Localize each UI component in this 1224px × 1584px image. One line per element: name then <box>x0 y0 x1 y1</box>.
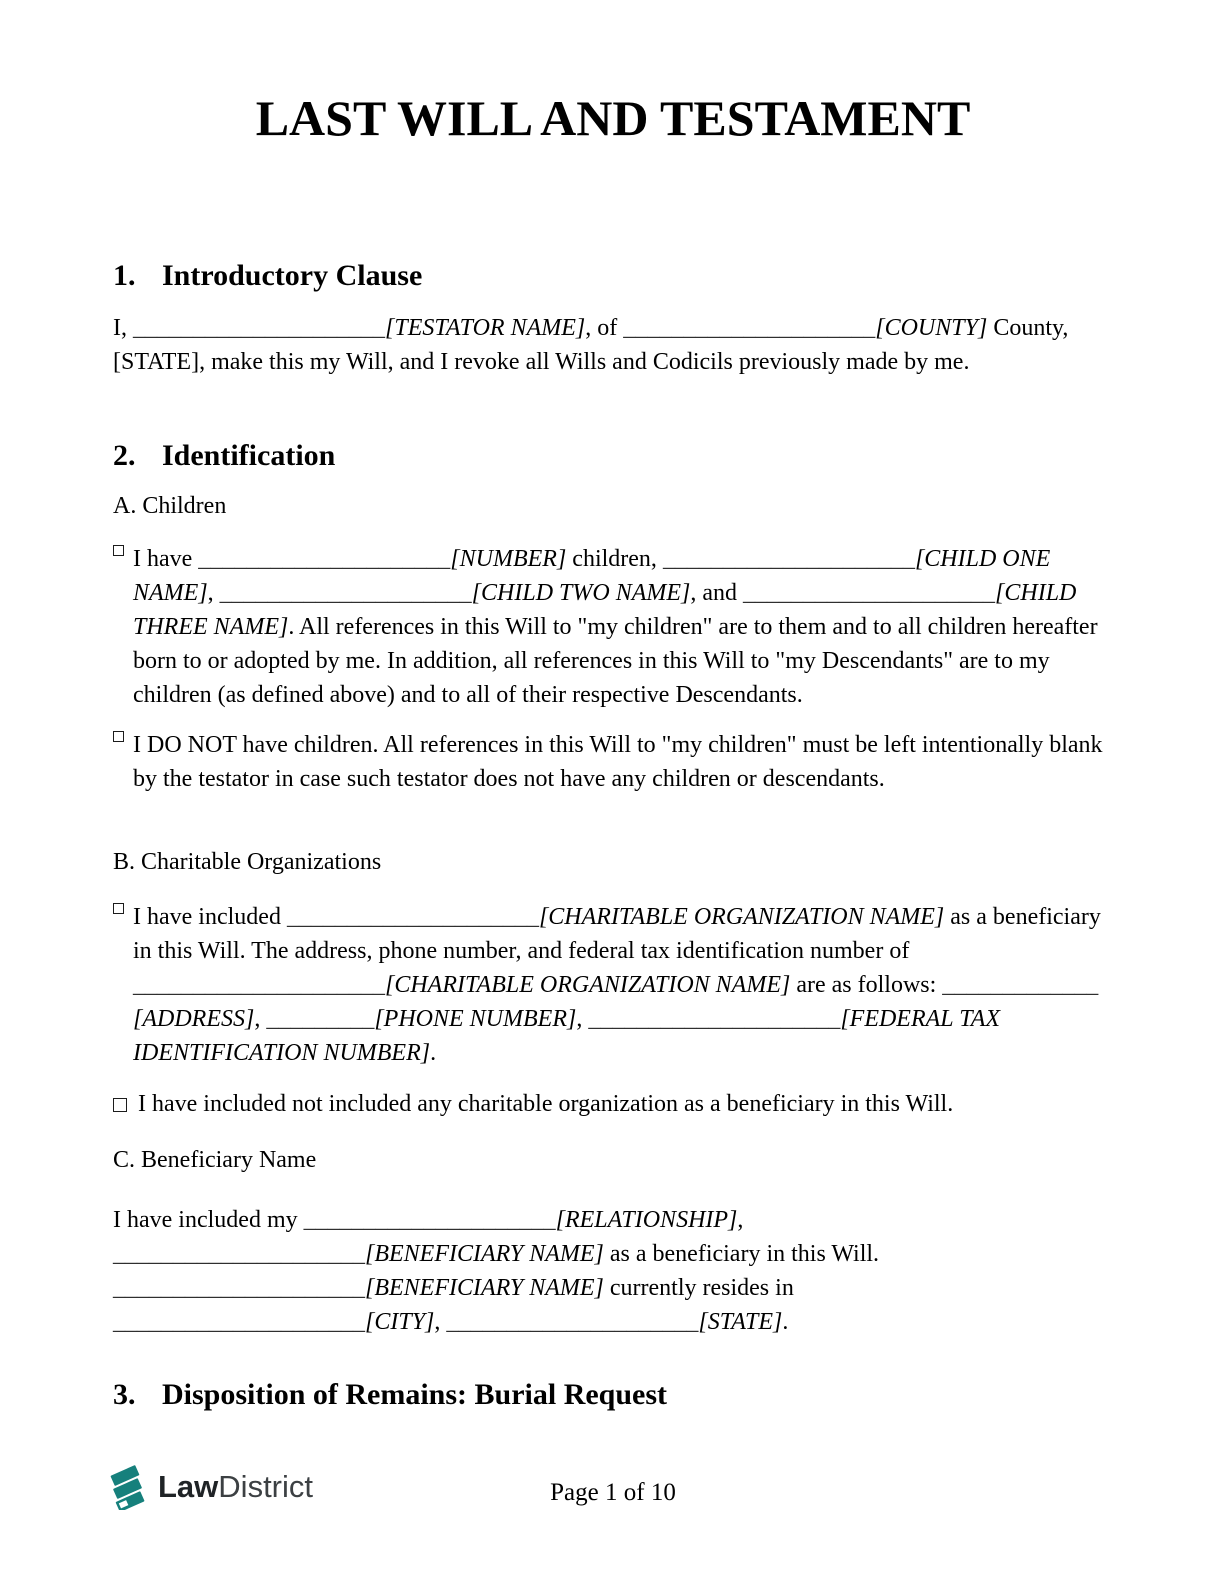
children-none-checkbox[interactable] <box>113 731 124 742</box>
section-heading-disposition-of-remains <box>113 1376 1113 1414</box>
clause-charity-not-included <box>113 1087 1113 1121</box>
section-heading-introductory-clause <box>113 257 1113 295</box>
clause-charity-included <box>113 900 1113 1070</box>
section-number: 1. <box>113 259 136 292</box>
subsection-label-beneficiary-name: C. Beneficiary Name <box>113 1147 317 1173</box>
clause-children-none-text: I DO NOT have children. All references in this Will to "my children" must be left intentionally blank by the testator in case such testator does not have any children or descendants. <box>133 732 1103 792</box>
page-number: Page 1 of 10 <box>550 1479 676 1506</box>
clause-charity-included-text: I have included _____________________[CHARITABLE ORGANIZATION NAME] as a beneficiary in this Will. The address, phone number, and federal tax identification number of _____________________[CHARITABLE ORGANIZATION NAME] are as follows: _____________ [ADDRESS], _________[PHONE NUMBER], _____________________[FEDERAL TAX IDENTIFICATION NUMBER]. <box>133 904 1101 1066</box>
charity-not-included-checkbox[interactable] <box>113 1098 127 1112</box>
section-heading-identification <box>113 437 1113 475</box>
children-have-checkbox[interactable] <box>113 545 124 556</box>
clause-children-have-text: I have _____________________[NUMBER] children, _____________________[CHILD ONE NAME], _____________________[CHILD TWO NAME], and _____________________[CHILD THREE NAME]. All references in this Will to "my children" are to them and to all children hereafter born to or adopted by me. In addition, all references in this Will to "my Descendants" are to my children (as defined above) and to all of their respective Descendants. <box>133 546 1098 708</box>
subsection-label-children: A. Children <box>113 493 227 519</box>
document-title: LAST WILL AND TESTAMENT <box>255 90 971 146</box>
section-heading-text: Identification <box>162 439 336 472</box>
subsection-label-charitable-organizations: B. Charitable Organizations <box>113 849 382 875</box>
charity-included-checkbox[interactable] <box>113 903 124 914</box>
section-heading-text: Disposition of Remains: Burial Request <box>162 1378 668 1411</box>
introductory-clause-paragraph: I, _____________________[TESTATOR NAME], of _____________________[COUNTY] County, [STATE], make this my Will, and I revoke all Wills and Codicils previously made by me. <box>113 315 1069 375</box>
section-number: 2. <box>113 439 136 472</box>
clause-charity-not-included-text: I have included not included any charitable organization as a beneficiary in this Will. <box>138 1091 954 1117</box>
page-footer <box>113 1462 1113 1522</box>
clause-children-have <box>113 542 1113 712</box>
beneficiary-paragraph: I have included my _____________________[RELATIONSHIP], _____________________[BENEFICIARY NAME] as a beneficiary in this Will. _____________________[BENEFICIARY NAME] currently resides in _____________________[CITY], _____________________[STATE]. <box>113 1207 880 1335</box>
section-number: 3. <box>113 1378 136 1411</box>
clause-children-none <box>113 728 1113 796</box>
brand-law: Law <box>158 1469 219 1504</box>
brand-district: District <box>218 1469 314 1504</box>
section-heading-text: Introductory Clause <box>162 259 423 292</box>
